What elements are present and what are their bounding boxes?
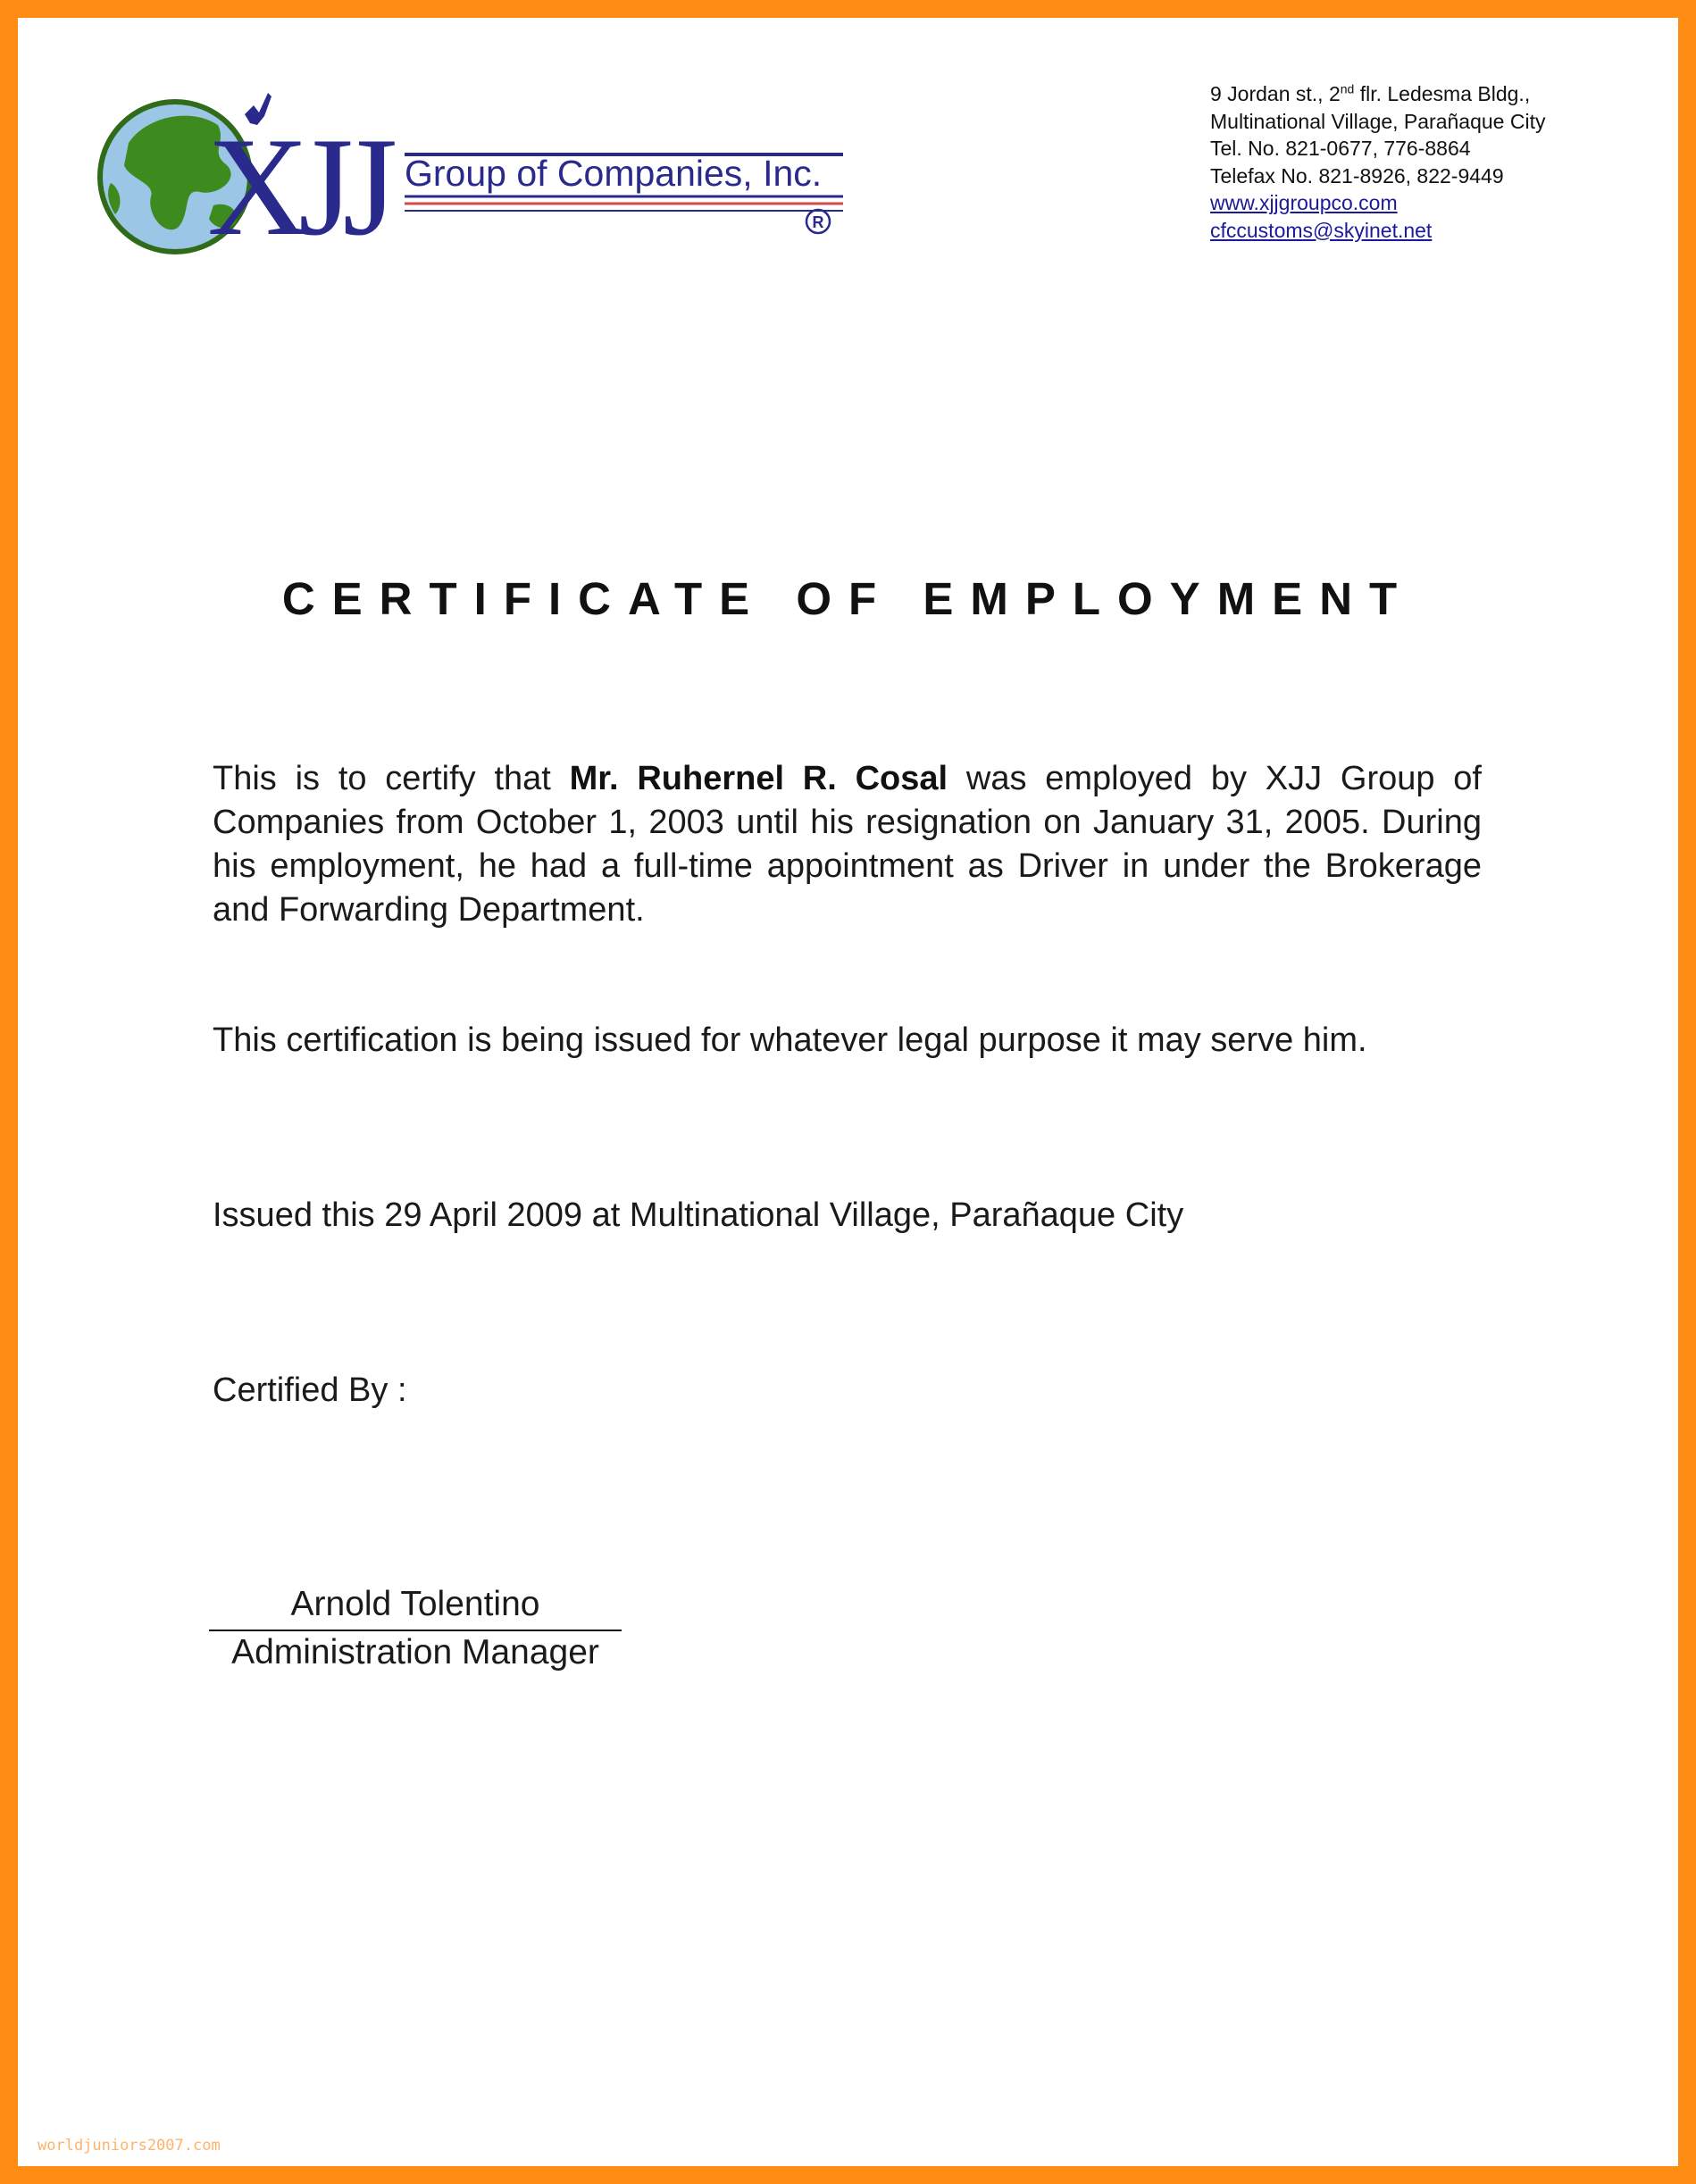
telephone-line: Tel. No. 821-0677, 776-8864: [1210, 137, 1471, 160]
company-logo: [93, 80, 897, 268]
address-line-2: Multinational Village, Parañaque City: [1210, 109, 1546, 133]
signatory-title: Administration Manager: [231, 1633, 599, 1671]
issued-paragraph: Issued this 29 April 2009 at Multinational Village, Parañaque City: [213, 1196, 1184, 1234]
svg-text:R: R: [812, 213, 824, 231]
signatory-name: Arnold Tolentino: [290, 1585, 540, 1623]
company-address-block: [1210, 80, 1639, 244]
employee-name: Mr. Ruhernel R. Cosal: [569, 760, 948, 797]
logo-company-name: Group of Companies, Inc.: [405, 153, 823, 194]
document-title: CERTIFICATE OF EMPLOYMENT: [281, 573, 1415, 624]
telefax-line: Telefax No. 821-8926, 822-9449: [1210, 163, 1504, 188]
watermark: worldjuniors2007.com: [38, 2137, 221, 2155]
registered-mark-icon: [806, 210, 830, 233]
purpose-paragraph: This certification is being issued for whatever legal purpose it may serve him.: [213, 1021, 1367, 1059]
email-link[interactable]: cfccustoms@skyinet.net: [1210, 218, 1433, 242]
website-link[interactable]: www.xjjgroupco.com: [1210, 191, 1398, 214]
address-line-1: 9 Jordan st., 2nd flr. Ledesma Bldg.,: [1210, 81, 1531, 105]
certified-by-label: Certified By :: [213, 1371, 407, 1409]
certificate-page: [18, 18, 1678, 2166]
certification-paragraph: This is to certify that Mr. Ruhernel R. Cosal was employed by XJJ Group of Companies from October 1, 2003 until his resignation on January 31, 2005. During his employment, he had a full-time appointment as Driver in under the Brokerage and Forwarding Department.: [213, 760, 1482, 929]
signature-line: [209, 1630, 622, 1631]
logo-monogram: XJJ: [207, 109, 388, 265]
